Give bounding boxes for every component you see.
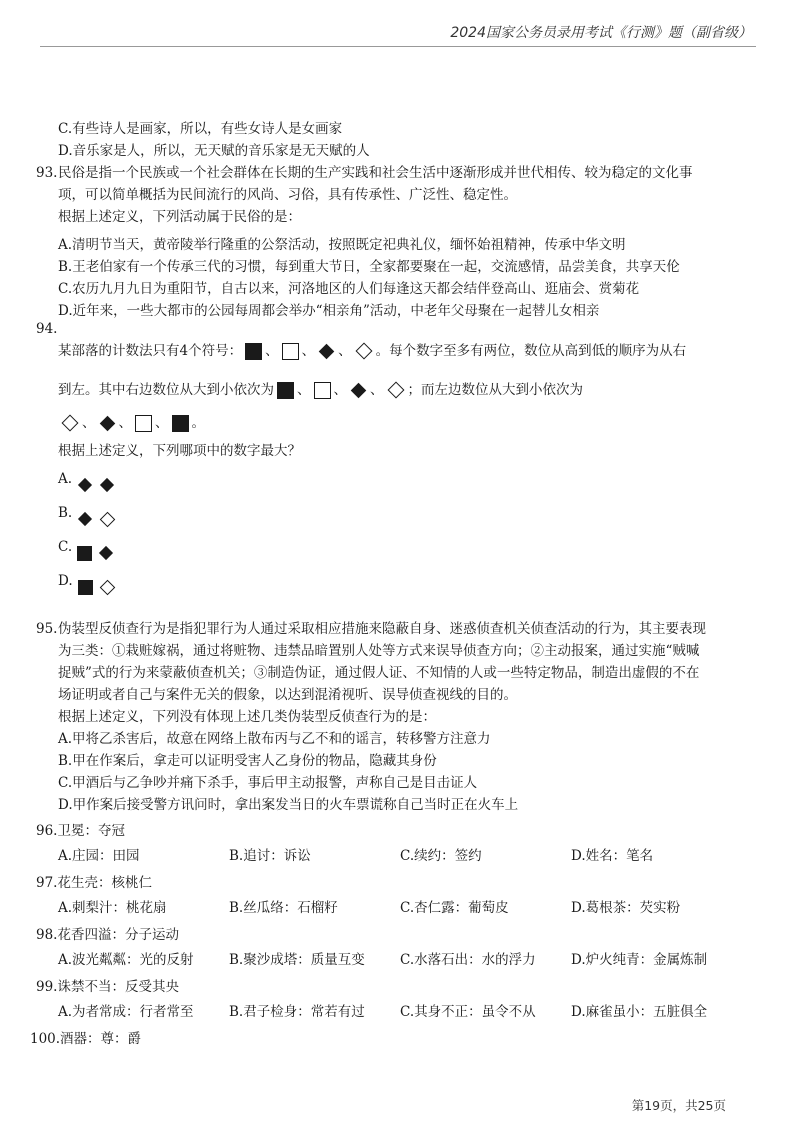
q99-option-a: A.为者常成：行者常至 [58, 1004, 194, 1020]
filled-diamond-icon [78, 512, 92, 526]
q92-option-c: C.有些诗人是画家，所以，有些女诗人是女画家 [58, 121, 343, 137]
filled-square-icon [77, 546, 92, 561]
q98-option-a: A.波光粼粼：光的反射 [58, 952, 194, 968]
page-footer: 第19页，共25页 [631, 1098, 726, 1113]
q94-prompt: 根据上述定义，下列哪项中的数字最大？ [58, 443, 301, 459]
q95-stem-line3: 捉贼”式的行为来蒙蔽侦查机关；③制造伪证，通过假人证、不知情的人或一些特定物品，制造出虚假的不在 [58, 665, 700, 681]
q94-stem-line2: 到左。其中右边数位从大到小依次为 、 、 、 ；而左边数位从大到小依次为 [58, 382, 583, 398]
q97-stem: 97.花生壳：核桃仁 [36, 875, 152, 891]
q99-options [36, 1001, 760, 1023]
q93-option-c: C.农历九月九日为重阳节，自古以来，河洛地区的人们每逢这天都会结伴登高山、逛庙会、赏菊花 [58, 281, 640, 297]
filled-diamond-icon [99, 415, 115, 431]
filled-diamond-icon [78, 478, 92, 492]
filled-square-icon [172, 415, 189, 432]
q94-option-d: D. [36, 570, 760, 604]
filled-diamond-icon [99, 546, 113, 560]
q98-options [36, 949, 760, 971]
open-square-icon [135, 415, 152, 432]
q96-options [36, 845, 760, 867]
q99-option-d: D.麻雀虽小：五脏俱全 [571, 1004, 708, 1020]
q98-option-b: B.聚沙成塔：质量互变 [229, 952, 365, 968]
filled-diamond-icon [100, 478, 114, 492]
q95-option-d: D.甲作案后接受警方讯问时，拿出案发当日的火车票谎称自己当时正在火车上 [58, 797, 519, 813]
header-divider [40, 46, 756, 47]
q95-prompt: 根据上述定义，下列没有体现上述几类伪装型反侦查行为的是： [58, 709, 436, 725]
page-content [30, 118, 760, 1050]
filled-diamond-icon [319, 343, 335, 359]
page-header: 2024国家公务员录用考试《行测》题（副省级） [450, 25, 752, 41]
open-diamond-icon [355, 343, 372, 360]
filled-square-icon [245, 343, 262, 360]
q93-stem-line2: 项，可以简单概括为民间流行的风尚、习俗，具有传承性、广泛性、稳定性。 [58, 187, 517, 203]
open-diamond-icon [99, 579, 115, 595]
q95-option-b: B.甲在作案后，拿走可以证明受害人乙身份的物品，隐藏其身份 [58, 753, 437, 769]
q99-stem: 99.诛禁不当：反受其央 [36, 979, 179, 995]
q95-number: 95. [36, 621, 58, 637]
filled-square-icon [277, 382, 294, 399]
q93-number: 93. [36, 165, 58, 181]
q92-option-d: D.音乐家是人，所以，无天赋的音乐家是无天赋的人 [58, 143, 370, 159]
q94-number: 94. [36, 321, 58, 337]
q95-stem-line4: 场证明或者自己与案件无关的假象，以达到混淆视听、误导侦查视线的目的。 [58, 687, 517, 703]
q95-stem-line2: 为三类：①栽赃嫁祸，通过将赃物、违禁品暗置别人处等方式来误导侦查方向；②主动报案，通过实施“贼喊 [58, 643, 700, 659]
open-diamond-icon [62, 415, 79, 432]
q98-option-d: D.炉火纯青：金属炼制 [571, 952, 708, 968]
q94-stem-line1: 某部落的计数法只有4个符号： 、 、 、 。每个数字至多有两位，数位从高到低的顺序为从右 [58, 343, 687, 359]
q93-option-a: A.清明节当天，黄帝陵举行隆重的公祭活动，按照既定祀典礼仪，缅怀始祖精神，传承中华文明 [58, 237, 626, 253]
q100-stem: 100.酒器：尊：爵 [30, 1031, 142, 1047]
q97-options [36, 897, 760, 919]
q96-stem: 96.卫冕：夺冠 [36, 823, 125, 839]
q96-option-c: C.续约：签约 [400, 848, 482, 864]
q94-option-a: A. [36, 468, 760, 502]
q93-prompt: 根据上述定义，下列活动属于民俗的是： [58, 209, 301, 225]
q99-option-b: B.君子检身：常若有过 [229, 1004, 365, 1020]
q98-stem: 98.花香四溢：分子运动 [36, 927, 179, 943]
q94-stem-line3: 、 、 、 。 [36, 408, 760, 438]
q93-option-b: B.王老伯家有一个传承三代的习惯，每到重大节日，全家都要聚在一起，交流感情，品尝美食，共享天伦 [58, 259, 680, 275]
q93-stem-line1: 93.民俗是指一个民族或一个社会群体在长期的生产实践和社会生活中逐渐形成并世代相传、较为稳定的文化事 [36, 162, 760, 184]
open-diamond-icon [387, 382, 404, 399]
q96-option-b: B.追讨：诉讼 [229, 848, 311, 864]
q99-option-c: C.其身不正：虽令不从 [400, 1004, 536, 1020]
q96-option-a: A.庄园：田园 [58, 848, 140, 864]
q97-option-d: D.葛根茶：芡实粉 [571, 900, 681, 916]
q94-option-b: B. [36, 502, 760, 536]
q97-option-a: A.刺梨汁：桃花扇 [58, 900, 167, 916]
q97-option-b: B.丝瓜络：石榴籽 [229, 900, 338, 916]
q94-option-c: C. [36, 536, 760, 570]
q97-option-c: C.杏仁露：葡萄皮 [400, 900, 509, 916]
q93-option-d: D.近年来，一些大都市的公园每周都会举办“相亲角”活动，中老年父母聚在一起替儿女相亲 [58, 303, 600, 319]
q98-option-c: C.水落石出：水的浮力 [400, 952, 536, 968]
q95-option-c: C.甲酒后与乙争吵并痛下杀手，事后甲主动报警，声称自己是目击证人 [58, 775, 478, 791]
open-square-icon [282, 343, 299, 360]
open-square-icon [314, 382, 331, 399]
filled-square-icon [78, 580, 93, 595]
q95-option-a: A.甲将乙杀害后，故意在网络上散布丙与乙不和的谣言，转移警方注意力 [58, 731, 491, 747]
open-diamond-icon [100, 511, 116, 527]
filled-diamond-icon [351, 382, 367, 398]
q96-option-d: D.姓名：笔名 [571, 848, 654, 864]
q95-stem-line1: 95.伪装型反侦查行为是指犯罪行为人通过采取相应措施来隐蔽自身、迷惑侦查机关侦查活动的行为，其主要表现 [36, 618, 760, 640]
